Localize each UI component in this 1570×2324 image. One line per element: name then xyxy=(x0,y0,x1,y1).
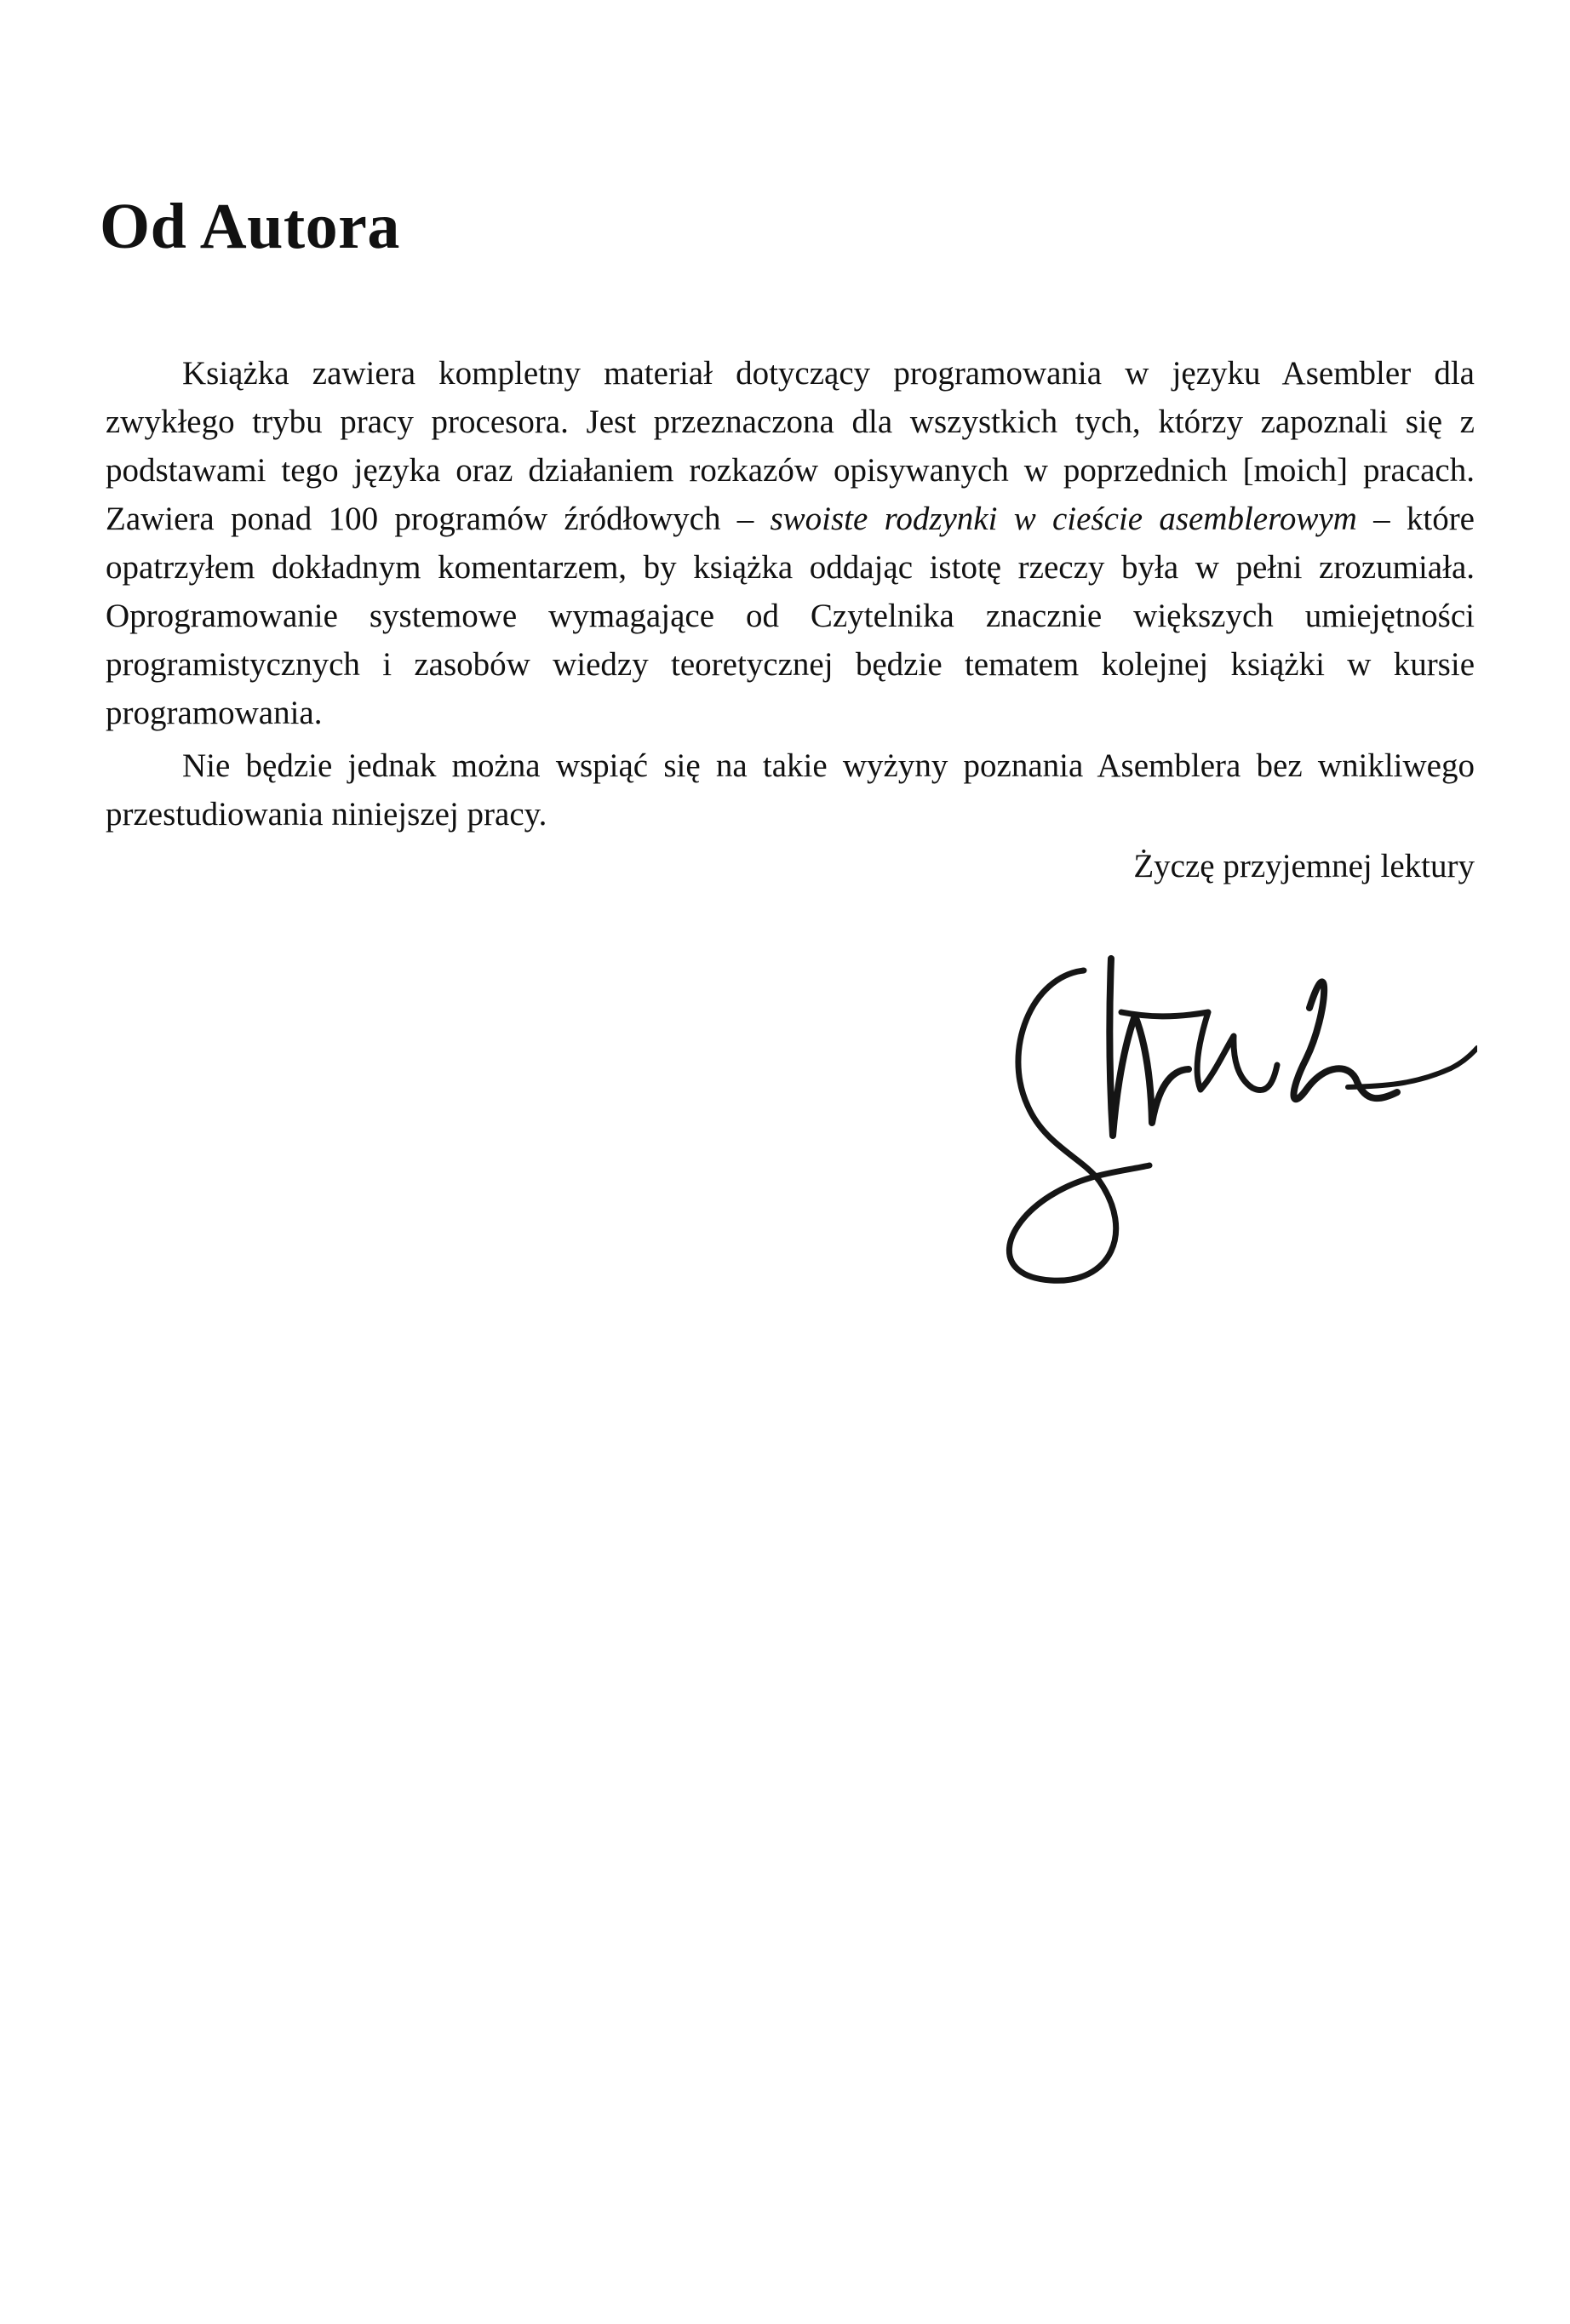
page-title: Od Autora xyxy=(100,191,400,262)
signature-tall-letter-stroke xyxy=(1293,982,1397,1099)
signature-drawing xyxy=(975,941,1477,1298)
paragraph-1 xyxy=(106,349,1475,737)
closing-greeting: Życzę przyjemnej lektury xyxy=(1133,848,1475,884)
signature-tail-stroke xyxy=(1348,1048,1477,1087)
signature-capital-stroke xyxy=(1109,959,1189,1136)
author-signature-icon xyxy=(975,941,1477,1298)
paragraph-1-text-start: Książka zawiera kompletny materiał dotyczący programowania w języku Asembler dla zwykłego trybu pracy procesora. Jest przeznaczona dla wszystkich tych, którzy zapoznali się z podstawami tego języka oraz działaniem rozkazów opisywanych w poprzednich [moich] pracach. Zawiera ponad 100 programów źródłowych – xyxy=(106,355,1475,537)
paragraph-1-emphasis: swoiste rodzynki w cieście asemblerowym xyxy=(770,501,1357,537)
paragraph-2: Nie będzie jednak można wspiąć się na takie wyżyny poznania Asemblera bez wnikliwego przestudiowania niniejszej pracy. xyxy=(106,747,1475,833)
paragraph-1-text-end: – które opatrzyłem dokładnym komentarzem, by książka oddając istotę rzeczy była w pełni zrozumiała. Oprogramowanie systemowe wymagające od Czytelnika znacznie większych umiejętności programistycznych i zasobów wiedzy teoretycznej będzie tematem kolejnej książki w kursie programowania. xyxy=(106,501,1475,731)
signature-loop-stroke xyxy=(1009,970,1149,1280)
preface-body xyxy=(106,349,1475,890)
